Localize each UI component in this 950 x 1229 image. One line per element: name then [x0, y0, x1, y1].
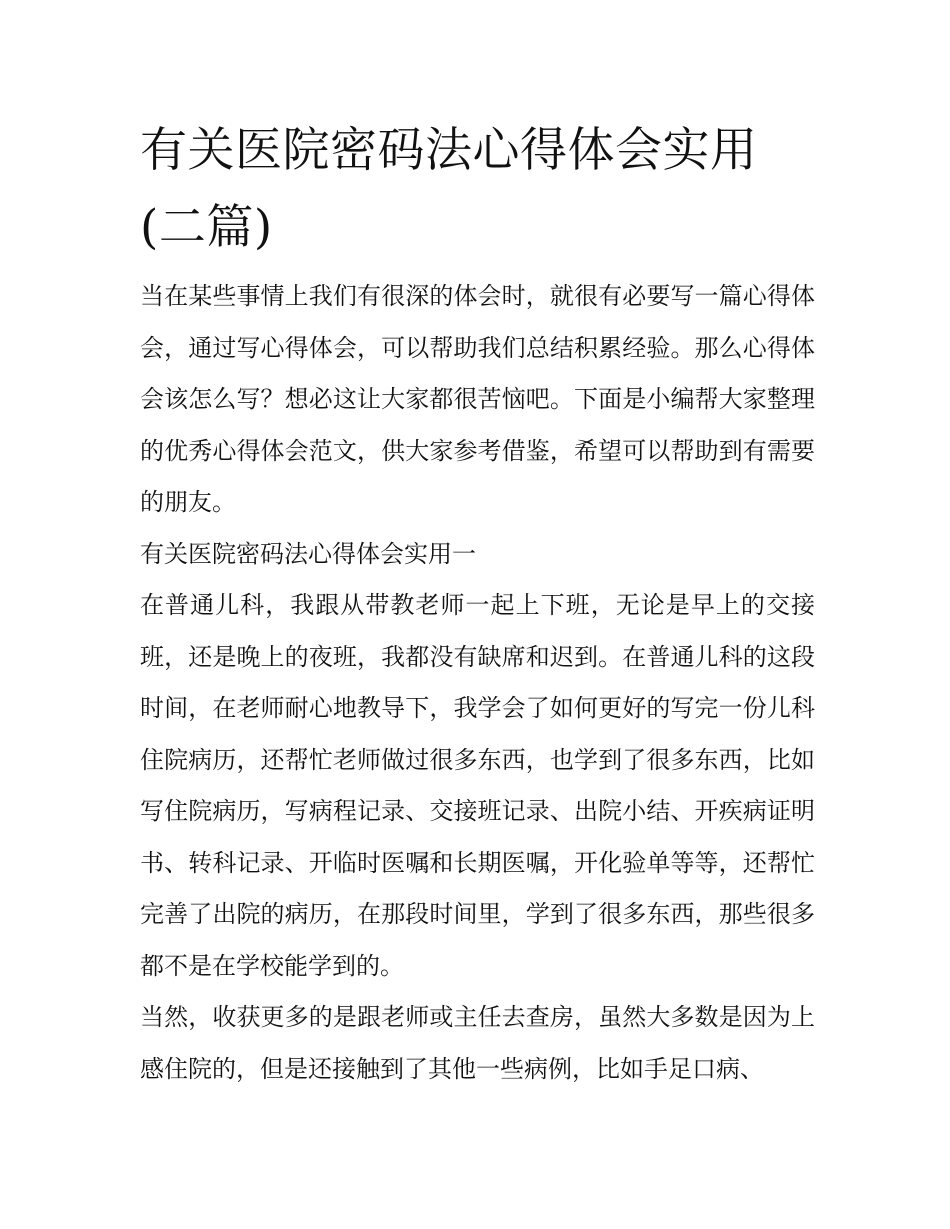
intro-paragraph: 当在某些事情上我们有很深的体会时，就很有必要写一篇心得体会，通过写心得体会，可以帮助我们总结积累经验。那么心得体会该怎么写？想必这让大家都很苦恼吧。下面是小编帮大家整理的优秀心得体会范文，供大家参考借鉴，希望可以帮助到有需要的朋友。: [140, 282, 815, 516]
document-title: 有关医院密码法心得体会实用(二篇): [140, 123, 758, 255]
section-heading: 有关医院密码法心得体会实用一: [140, 539, 476, 568]
body-paragraph-2: 当然，收获更多的是跟老师或主任去查房，虽然大多数是因为上感住院的，但是还接触到了其他一些病例，比如手足口病、: [140, 1003, 815, 1083]
body-paragraph-1: 在普通儿科，我跟从带教老师一起上下班，无论是早上的交接班，还是晚上的夜班，我都没有缺席和迟到。在普通儿科的这段时间，在老师耐心地教导下，我学会了如何更好的写完一份儿科住院病历，还帮忙老师做过很多东西，也学到了很多东西，比如写住院病历，写病程记录、交接班记录、出院小结、开疾病证明书、转科记录、开临时医嘱和长期医嘱，开化验单等等，还帮忙完善了出院的病历，在那段时间里，学到了很多东西，那些很多都不是在学校能学到的。: [140, 591, 815, 980]
document-content: [140, 112, 815, 1095]
